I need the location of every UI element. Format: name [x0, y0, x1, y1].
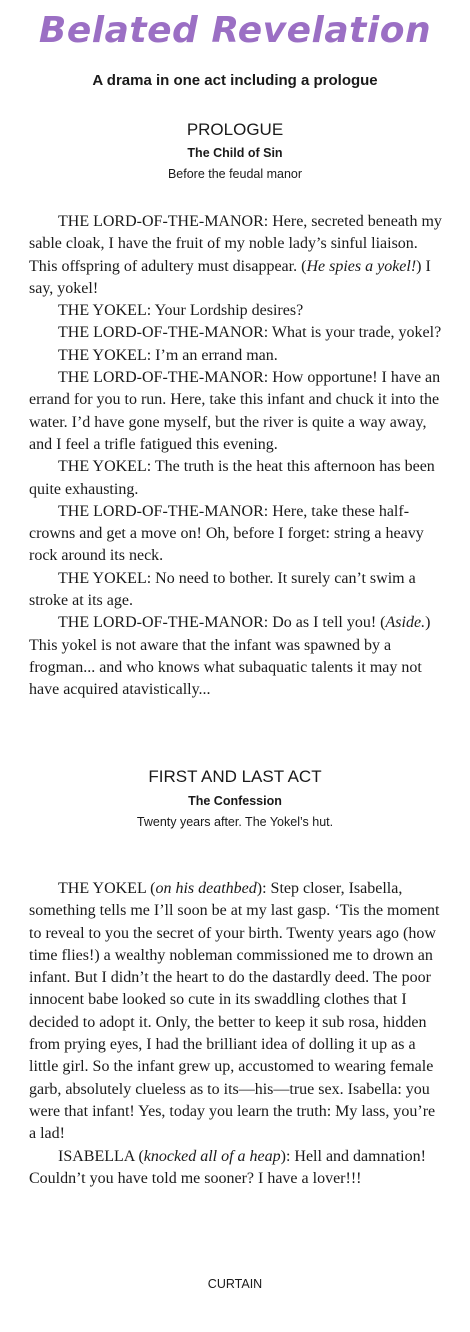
- speaker-name: THE YOKEL:: [58, 302, 152, 320]
- dialogue-line: THE LORD-OF-THE-MANOR: Here, secreted beneath my sable cloak, I have the fruit of my noble lady’s sinful liaison. This offspring of adultery must disappear. (He spies a yokel!) I say, yokel!: [29, 213, 442, 297]
- curtain-line: CURTAIN: [207, 1277, 263, 1291]
- dialogue-line: THE LORD-OF-THE-MANOR: Do as I tell you! (Aside.) This yokel is not aware that the infant was spawned by a frogman... and who knows what subaquatic talents it may not have acquired atavistically...: [29, 614, 431, 699]
- speaker-name: THE YOKEL:: [58, 346, 152, 364]
- speaker-name: THE LORD-OF-THE-MANOR:: [58, 614, 269, 632]
- dialogue-line: THE YOKEL: Your Lordship desires?: [58, 302, 304, 320]
- dialogue-line: THE YOKEL (on his deathbed): Step closer, Isabella, something tells me I’ll soon be at my last gasp. ‘Tis the moment to reveal to you the secret of your birth. Twenty years ago (how time flies!) a wealthy nobleman commissioned me to drown an infant. But I didn’t the heart to do the dastardly deed. The poor innocent babe looked so cute in its swaddling clothes that I decided to adopt it. Only, the better to keep it sub rosa, hidden from prying eyes, I had the brilliant idea of dolling it up as a little girl. So the infant grew up, accustomed to wearing female garb, absolutely clueless as to its—his—true sex. Isabella: you were that infant! Yes, today you learn the truth: My lass, you’re a lad!: [29, 880, 440, 1143]
- prologue-setting: Before the feudal manor: [167, 167, 303, 181]
- speaker-name: THE LORD-OF-THE-MANOR:: [58, 369, 269, 387]
- prologue-heading: PROLOGUE: [186, 120, 284, 139]
- play-subtitle: A drama in one act including a prologue: [92, 72, 378, 89]
- stage-direction: He spies a yokel!: [306, 257, 417, 275]
- dialogue-line: THE LORD-OF-THE-MANOR: How opportune! I have an errand for you to run. Here, take this infant and chuck it into the water. I’d have gone myself, but the river is quite a way away, and I feel a trifle fatigued this evening.: [29, 369, 441, 453]
- prologue-subheading: The Child of Sin: [187, 146, 283, 160]
- act-heading: FIRST AND LAST ACT: [148, 767, 322, 786]
- play-title: Belated Revelation: [38, 10, 432, 51]
- speaker-name: THE YOKEL:: [58, 458, 152, 476]
- dialogue-line: THE LORD-OF-THE-MANOR: What is your trade, yokel?: [58, 324, 442, 342]
- stage-direction: knocked all of a heap: [143, 1147, 281, 1165]
- dialogue-line: ISABELLA (knocked all of a heap): Hell and damnation! Couldn’t you have told me sooner? I have a lover!!!: [29, 1147, 426, 1187]
- stage-direction: Aside.: [385, 614, 426, 632]
- dialogue-line: THE YOKEL: The truth is the heat this afternoon has been quite exhausting.: [29, 458, 435, 498]
- dialogue-line: THE YOKEL: No need to bother. It surely can’t swim a stroke at its age.: [29, 569, 416, 610]
- stage-direction: on his deathbed: [155, 880, 257, 897]
- act-setting: Twenty years after. The Yokel’s hut.: [136, 815, 334, 829]
- act-dialogue: [29, 878, 443, 1190]
- prologue-dialogue: [29, 211, 443, 702]
- dialogue-line: THE YOKEL: I’m an errand man.: [58, 346, 278, 364]
- act-subheading: The Confession: [188, 794, 282, 808]
- speaker-name: THE LORD-OF-THE-MANOR:: [58, 324, 269, 342]
- speaker-name: THE YOKEL:: [58, 569, 152, 587]
- speaker-name: THE YOKEL (: [58, 880, 156, 897]
- speaker-name: THE LORD-OF-THE-MANOR:: [58, 213, 269, 230]
- speaker-name: ISABELLA (: [58, 1147, 144, 1165]
- dialogue-line: THE LORD-OF-THE-MANOR: Here, take these half-crowns and get a move on! Oh, before I forget: string a heavy rock around its neck.: [29, 502, 424, 565]
- speaker-name: THE LORD-OF-THE-MANOR:: [58, 502, 269, 520]
